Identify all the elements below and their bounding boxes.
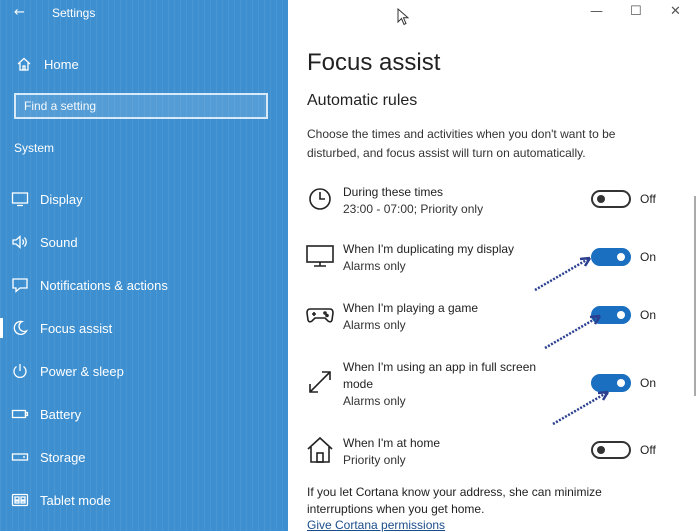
toggle-state-label: On [640, 308, 657, 322]
sidebar-item-label: Tablet mode [40, 492, 111, 508]
tablet-mode-icon [10, 490, 30, 510]
toggle-knob [617, 311, 625, 319]
page-title: Focus assist [307, 49, 441, 76]
sidebar-item-home[interactable] [14, 54, 79, 74]
toggle-knob [597, 195, 605, 203]
rule-text [343, 435, 558, 469]
toggle-during-these-times[interactable] [591, 190, 631, 208]
toggle-knob [617, 253, 625, 261]
sidebar-item-tablet-mode[interactable] [10, 487, 111, 513]
sidebar-item-display[interactable] [10, 186, 83, 212]
sidebar-item-label: Notifications & actions [40, 277, 168, 293]
search-box [14, 93, 268, 119]
home-icon [305, 435, 335, 465]
sidebar-item-label: Power & sleep [40, 363, 124, 379]
rule-subtitle: Alarms only [343, 394, 406, 408]
toggle-state-label: Off [640, 192, 656, 206]
cortana-info-text: If you let Cortana know your address, she can minimize interruptions when you get home. [307, 485, 602, 516]
toggle-state-label: On [640, 376, 657, 390]
rule-title: During these times [343, 185, 444, 199]
toggle-at-home[interactable] [591, 441, 631, 459]
scrollbar[interactable] [694, 196, 696, 396]
rule-subtitle: Priority only [343, 453, 406, 467]
rule-title: When I'm playing a game [343, 301, 479, 315]
sidebar-item-sound[interactable] [10, 229, 78, 255]
toggle-knob [617, 379, 625, 387]
mouse-cursor-icon [397, 8, 409, 31]
rule-subtitle: 23:00 - 07:00; Priority only [343, 202, 484, 216]
power-icon [10, 361, 30, 381]
sidebar-item-notifications[interactable] [10, 272, 168, 298]
toggle-duplicating-display[interactable] [591, 248, 631, 266]
sound-icon [10, 232, 30, 252]
fullscreen-icon [305, 367, 335, 397]
focus-assist-icon [10, 318, 30, 338]
toggle-state-label: On [640, 250, 657, 264]
clock-icon [305, 184, 335, 214]
sidebar-item-storage[interactable] [10, 444, 86, 470]
toggle-full-screen-app[interactable] [591, 374, 631, 392]
sidebar-item-label: Display [40, 191, 83, 207]
battery-icon [10, 404, 30, 424]
rule-subtitle: Alarms only [343, 318, 406, 332]
rule-subtitle: Alarms only [343, 259, 406, 273]
sidebar-item-label: Storage [40, 449, 86, 465]
sidebar-item-power[interactable] [10, 358, 124, 384]
rule-text [343, 184, 558, 218]
cortana-permissions-link[interactable]: Give Cortana permissions [307, 518, 446, 532]
notifications-icon [10, 275, 30, 295]
rule-text [343, 241, 558, 275]
monitor-icon [305, 241, 335, 271]
minimize-button[interactable]: — [590, 4, 603, 19]
close-button[interactable]: ✕ [670, 4, 681, 19]
back-arrow-icon[interactable]: ← [14, 5, 25, 20]
maximize-button[interactable]: ☐ [630, 4, 642, 19]
rule-title: When I'm at home [343, 436, 440, 450]
storage-icon [10, 447, 30, 467]
rule-text [343, 359, 558, 410]
sidebar-item-label: Sound [40, 234, 78, 250]
app-title: Settings [52, 6, 96, 20]
sidebar-item-battery[interactable] [10, 401, 81, 427]
toggle-knob [597, 446, 605, 454]
sidebar [0, 0, 288, 531]
home-icon [14, 54, 34, 74]
rule-title: When I'm duplicating my display [343, 242, 515, 256]
sidebar-item-focus-assist[interactable] [10, 315, 112, 341]
display-icon [10, 189, 30, 209]
toggle-playing-game[interactable] [591, 306, 631, 324]
rule-text [343, 300, 558, 334]
description-text: Choose the times and activities when you don't want to be disturbed, and focus assist will turn on automatically. [307, 127, 616, 160]
gamepad-icon [305, 300, 335, 330]
section-title: Automatic rules [307, 92, 418, 109]
rule-title: When I'm using an app in full screen mode [343, 360, 537, 391]
toggle-state-label: Off [640, 443, 656, 457]
section-heading: System [14, 141, 55, 155]
sidebar-item-label: Battery [40, 406, 82, 422]
sidebar-item-label: Focus assist [40, 320, 113, 336]
sidebar-item-label: Home [44, 56, 79, 72]
search-input[interactable] [16, 95, 232, 117]
